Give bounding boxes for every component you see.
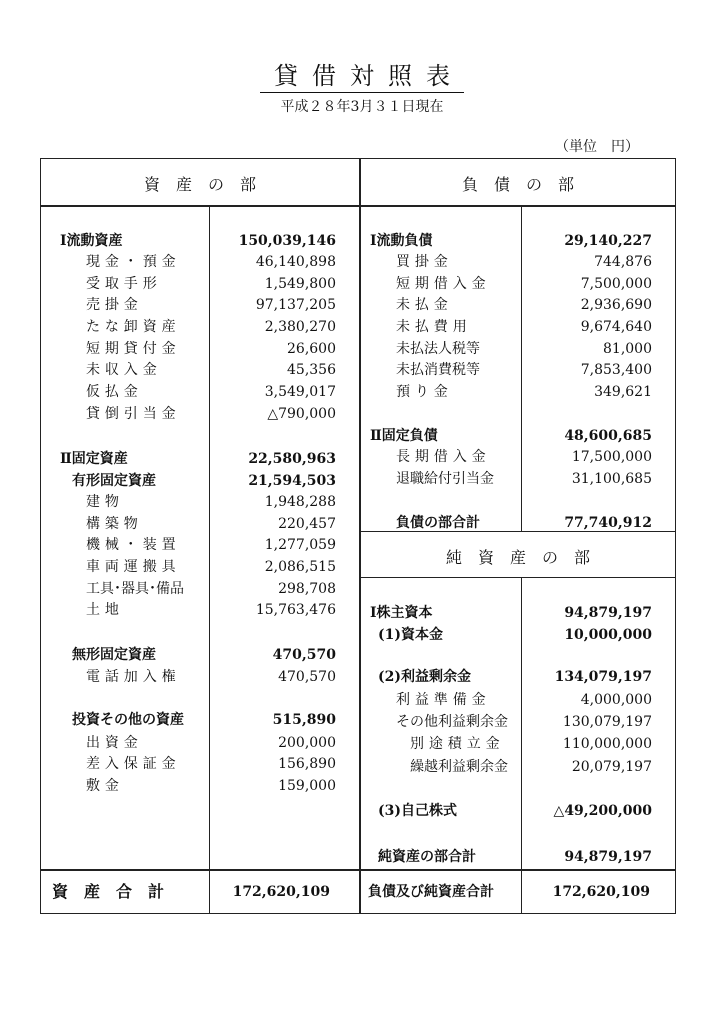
report-date: 平成２８年3月３１日現在 <box>280 99 444 115</box>
net_assets-item-value: 10,000,000 <box>564 627 652 643</box>
assets-header: 資 産 の 部 <box>143 175 256 194</box>
assets-item-label: 出資金 <box>86 735 143 751</box>
liabilities-item-label: 未払金 <box>396 297 453 313</box>
assets-item-label: Ⅰ流動資産 <box>60 233 123 249</box>
net_assets-item-label: 別途積立金 <box>410 736 505 752</box>
assets-item-label: 投資その他の資産 <box>72 712 184 728</box>
assets-item-value: 150,039,146 <box>238 233 336 249</box>
net_assets-item-value: △49,200,000 <box>553 803 652 819</box>
assets-item-label: 有形固定資産 <box>72 473 156 489</box>
assets-item-value: 470,570 <box>272 647 336 663</box>
liabilities-item-value: 29,140,227 <box>564 233 652 249</box>
assets-item-value: 1,948,288 <box>264 494 336 510</box>
center-divider <box>359 158 361 914</box>
assets-item-label: 短期貸付金 <box>86 341 181 357</box>
net_assets-item-label: (3)自己株式 <box>378 803 457 819</box>
net_assets-item-label: Ⅰ株主資本 <box>370 605 433 621</box>
header-line <box>40 205 676 207</box>
net_assets-item-label: 利益準備金 <box>396 692 491 708</box>
assets-item-value: 3,549,017 <box>264 384 336 400</box>
currency-unit: （単位 円） <box>555 139 639 155</box>
assets-item-value: 97,137,205 <box>255 297 336 313</box>
assets-item-label: 敷金 <box>86 778 124 794</box>
net_assets-item-value: 110,000,000 <box>562 736 652 752</box>
liabilities-item-value: 77,740,912 <box>564 515 652 531</box>
liabilities-item-label: 短期借入金 <box>396 276 491 292</box>
liabilities-item-label: 預り金 <box>396 384 453 400</box>
assets-item-value: 515,890 <box>272 712 336 728</box>
net_assets-item-label: 純資産の部合計 <box>378 849 476 865</box>
liabilities-item-label: Ⅱ固定負債 <box>370 428 438 444</box>
assets-item-label: 受取手形 <box>86 276 162 292</box>
net-assets-header-line <box>360 577 676 578</box>
assets-item-value: 22,580,963 <box>248 451 336 467</box>
liabilities-header: 負 債 の 部 <box>461 175 574 194</box>
net_assets-item-value: 94,879,197 <box>564 605 652 621</box>
assets-item-label: 無形固定資産 <box>72 647 156 663</box>
net_assets-item-label: (1)資本金 <box>378 627 443 643</box>
net_assets-item-label: (2)利益剰余金 <box>378 669 471 685</box>
assets-item-value: 220,457 <box>278 516 336 532</box>
net_assets-item-label: その他利益剰余金 <box>396 714 508 730</box>
assets-item-value: 298,708 <box>278 581 336 597</box>
liabilities-item-value: 31,100,685 <box>571 471 652 487</box>
liabilities-item-label: 長期借入金 <box>396 449 491 465</box>
assets-item-value: 15,763,476 <box>255 602 336 618</box>
liabilities-item-label: 未払法人税等 <box>396 341 480 357</box>
assets-item-value: 200,000 <box>278 735 336 751</box>
liabilities-item-value: 7,853,400 <box>580 362 652 378</box>
liabilities-item-label: 負債の部合計 <box>396 515 480 531</box>
liabilities-item-value: 7,500,000 <box>580 276 652 292</box>
assets-item-label: 差入保証金 <box>86 756 181 772</box>
net-assets-header: 純 資 産 の 部 <box>445 548 590 567</box>
assets-item-value: 1,277,059 <box>264 537 336 553</box>
assets-item-value: 46,140,898 <box>255 254 336 270</box>
liabilities-item-value: 9,674,640 <box>580 319 652 335</box>
totals-line <box>40 869 676 871</box>
document-title: 貸借対照表 <box>0 56 724 91</box>
assets-item-value: △790,000 <box>267 406 336 422</box>
net_assets-item-value: 130,079,197 <box>562 714 652 730</box>
liabilities-item-value: 81,000 <box>603 341 652 357</box>
assets-item-label: たな卸資産 <box>86 319 181 335</box>
assets-item-value: 470,570 <box>278 669 336 685</box>
net_assets-item-label: 繰越利益剰余金 <box>410 759 508 775</box>
assets-item-label: 未収入金 <box>86 362 162 378</box>
assets-item-label: 構築物 <box>86 516 143 532</box>
liab-net-total-label: 負債及び純資産合計 <box>368 884 494 900</box>
net_assets-item-value: 94,879,197 <box>564 849 652 865</box>
assets-item-label: 貸倒引当金 <box>86 406 181 422</box>
assets-item-label: 土地 <box>86 602 124 618</box>
assets-item-label: Ⅱ固定資産 <box>60 451 128 467</box>
assets-item-label: 仮払金 <box>86 384 143 400</box>
liabilities-item-value: 17,500,000 <box>571 449 652 465</box>
assets-item-label: 現金・預金 <box>86 254 181 270</box>
liabilities-item-label: 未払費用 <box>396 319 472 335</box>
assets-item-value: 159,000 <box>278 778 336 794</box>
net_assets-item-value: 134,079,197 <box>554 669 652 685</box>
assets-item-label: 車両運搬具 <box>86 559 181 575</box>
assets-total-value: 172,620,109 <box>232 884 330 900</box>
assets-item-label: 売掛金 <box>86 297 143 313</box>
liabilities-item-label: 退職給付引当金 <box>396 471 494 487</box>
assets-item-label: 工具･器具･備品 <box>86 581 184 597</box>
liabilities-item-value: 48,600,685 <box>564 428 652 444</box>
liabilities-item-value: 744,876 <box>594 254 652 270</box>
assets-item-value: 21,594,503 <box>248 473 336 489</box>
assets-item-value: 2,380,270 <box>264 319 336 335</box>
assets-item-label: 電話加入権 <box>86 669 181 685</box>
net_assets-item-value: 20,079,197 <box>571 759 652 775</box>
assets-item-value: 1,549,800 <box>264 276 336 292</box>
liabilities-item-value: 349,621 <box>594 384 652 400</box>
liabilities-item-value: 2,936,690 <box>580 297 652 313</box>
assets-item-value: 45,356 <box>287 362 336 378</box>
liabilities-item-label: 未払消費税等 <box>396 362 480 378</box>
assets-item-value: 26,600 <box>287 341 336 357</box>
assets-item-value: 156,890 <box>278 756 336 772</box>
assets-total-label: 資 産 合 計 <box>52 882 165 901</box>
liab-net-total-value: 172,620,109 <box>552 884 650 900</box>
liabilities-item-label: Ⅰ流動負債 <box>370 233 433 249</box>
net_assets-item-value: 4,000,000 <box>580 692 652 708</box>
liabilities-item-label: 買掛金 <box>396 254 453 270</box>
assets-item-label: 機械・装置 <box>86 537 181 553</box>
assets-item-label: 建物 <box>86 494 124 510</box>
assets-item-value: 2,086,515 <box>264 559 336 575</box>
